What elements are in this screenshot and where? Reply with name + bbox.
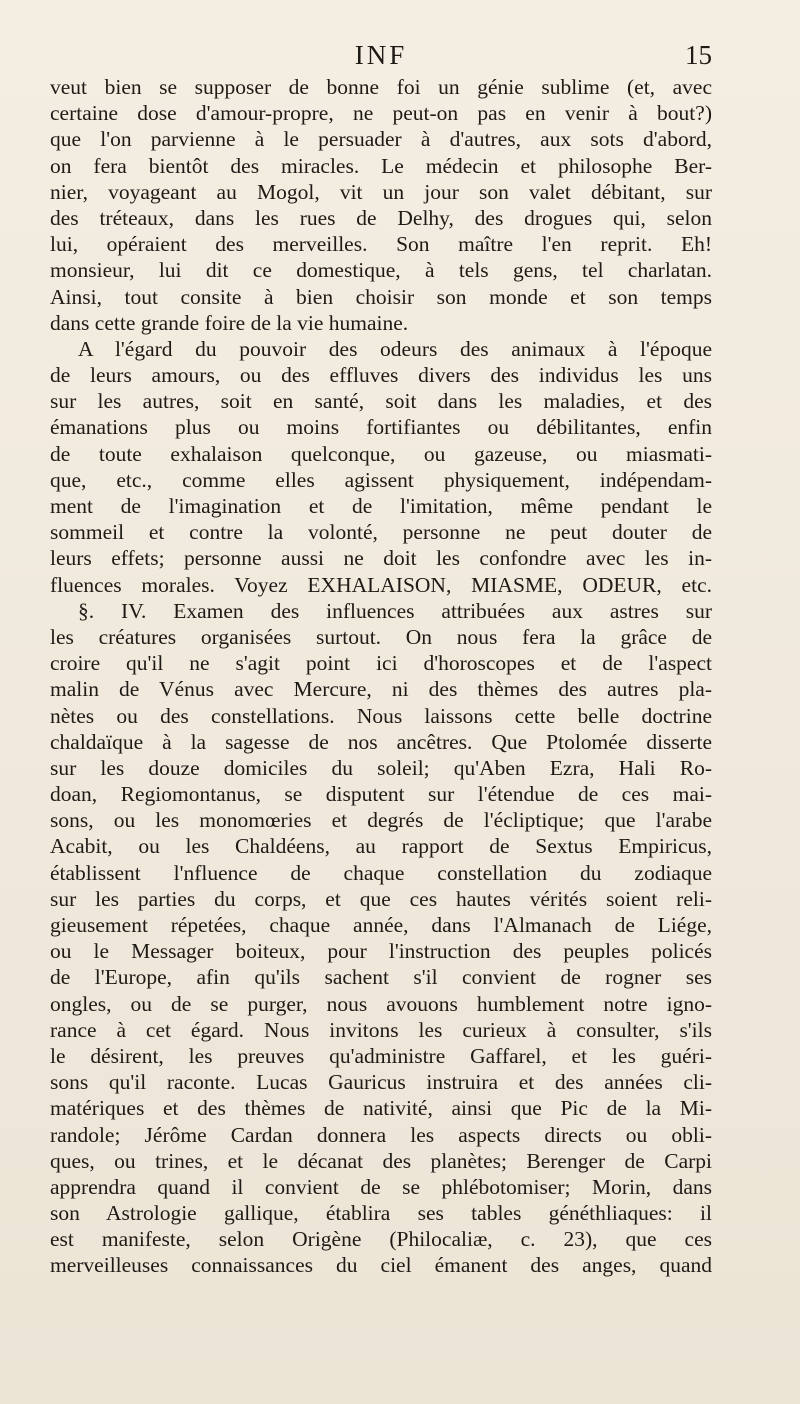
text-line: croire qu'il ne s'agit point ici d'horoscopes et de l'aspect <box>50 651 712 676</box>
text-line: ou le Messager boiteux, pour l'instruction des peuples policés <box>50 939 712 964</box>
text-line: sommeil et contre la volonté, personne ne peut douter de <box>50 520 712 545</box>
text-line: nier, voyageant au Mogol, vit un jour son valet débitant, sur <box>50 179 712 204</box>
text-line: merveilleuses connaissances du ciel émanent des anges, quand <box>50 1253 712 1278</box>
text-line: sur les autres, soit en santé, soit dans les maladies, et des <box>50 389 712 414</box>
text-line: malin de Vénus avec Mercure, ni des thèmes des autres pla- <box>50 677 712 702</box>
text-line: ques, ou trines, et le décanat des planètes; Berenger de Carpi <box>50 1148 712 1173</box>
text-line: de l'Europe, afin qu'ils sachent s'il convient de rogner ses <box>50 965 712 990</box>
text-line: ment de l'imagination et de l'imitation, même pendant le <box>50 494 712 518</box>
text-line: matériques et des thèmes de nativité, ainsi que Pic de la Mi- <box>50 1096 712 1121</box>
text-line: émanations plus ou moins fortifiantes ou débilitantes, enfin <box>50 415 712 440</box>
paragraph-start: A l'égard du pouvoir des odeurs des animaux à l'époque <box>78 336 712 361</box>
text-line: randole; Jérôme Cardan donnera les aspects directs ou obli- <box>50 1122 712 1147</box>
text-line: fluences morales. Voyez EXHALAISON, MIASME, ODEUR, etc. <box>50 572 712 597</box>
text-line: dans cette grande foire de la vie humaine. <box>50 310 409 335</box>
text-line: que l'on parvienne à le persuader à d'autres, aux sots d'abord, <box>50 127 712 152</box>
text-line: veut bien se supposer de bonne foi un génie sublime (et, avec <box>50 75 712 99</box>
text-line: est manifeste, selon Origène (Philocaliæ, c. 23), que ces <box>50 1227 712 1252</box>
text-line: nètes ou des constellations. Nous laissons cette belle doctrine <box>50 703 712 728</box>
text-line: de toute exhalaison quelconque, ou gazeuse, ou miasmati- <box>50 441 712 466</box>
page-number: 15 <box>685 40 712 70</box>
text-line: de leurs amours, ou des effluves divers des individus les uns <box>50 363 712 388</box>
text-line: certaine dose d'amour-propre, ne peut-on pas en venir à bout?) <box>50 101 712 126</box>
text-line: sur les douze domiciles du soleil; qu'Aben Ezra, Hali Ro- <box>50 755 712 780</box>
text-line: sons qu'il raconte. Lucas Gauricus instruira et des années cli- <box>50 1070 712 1095</box>
text-line: on fera bientôt des miracles. Le médecin et philosophe Ber- <box>50 153 712 178</box>
text-line: apprendra quand il convient de se phlébotomiser; Morin, dans <box>50 1174 712 1199</box>
text-line: Ainsi, tout consite à bien choisir son monde et son temps <box>50 284 712 309</box>
text-line: rance à cet égard. Nous invitons les curieux à consulter, s'ils <box>50 1017 712 1042</box>
text-line: monsieur, lui dit ce domestique, à tels gens, tel charlatan. <box>50 258 712 283</box>
text-line: doan, Regiomontanus, se disputent sur l'étendue de ces mai- <box>50 782 712 807</box>
text-line: des tréteaux, dans les rues de Delhy, des drogues qui, selon <box>50 205 712 230</box>
body-text <box>50 74 712 1279</box>
text-line: lui, opéraient des merveilles. Son maître l'en reprit. Eh! <box>50 232 712 257</box>
text-line: les créatures organisées surtout. On nous fera la grâce de <box>50 624 712 649</box>
text-line: ongles, ou de se purger, nous avouons humblement notre igno- <box>50 991 712 1016</box>
text-line: que, etc., comme elles agissent physiquement, indépendam- <box>50 467 712 492</box>
text-line: établissent l'nfluence de chaque constellation du zodiaque <box>50 860 712 885</box>
text-line: chaldaïque à la sagesse de nos ancêtres. Que Ptolomée disserte <box>50 729 712 754</box>
running-head: INF <box>354 40 408 70</box>
text-line: leurs effets; personne aussi ne doit les confondre avec les in- <box>50 546 712 571</box>
text-line: sur les parties du corps, et que ces hautes vérités soient reli- <box>50 886 712 911</box>
text-line: gieusement répetées, chaque année, dans l'Almanach de Liége, <box>50 913 712 937</box>
text-line: le désirent, les preuves qu'administre Gaffarel, et les guéri- <box>50 1043 712 1068</box>
text-line: sons, ou les monomœries et degrés de l'écliptique; que l'arabe <box>50 808 712 833</box>
section-heading-line: §. IV. Examen des influences attribuées aux astres sur <box>78 598 712 623</box>
text-line: son Astrologie gallique, établira ses tables généthliaques: il <box>50 1201 712 1226</box>
text-line: Acabit, ou les Chaldéens, au rapport de Sextus Empiricus, <box>50 834 712 859</box>
